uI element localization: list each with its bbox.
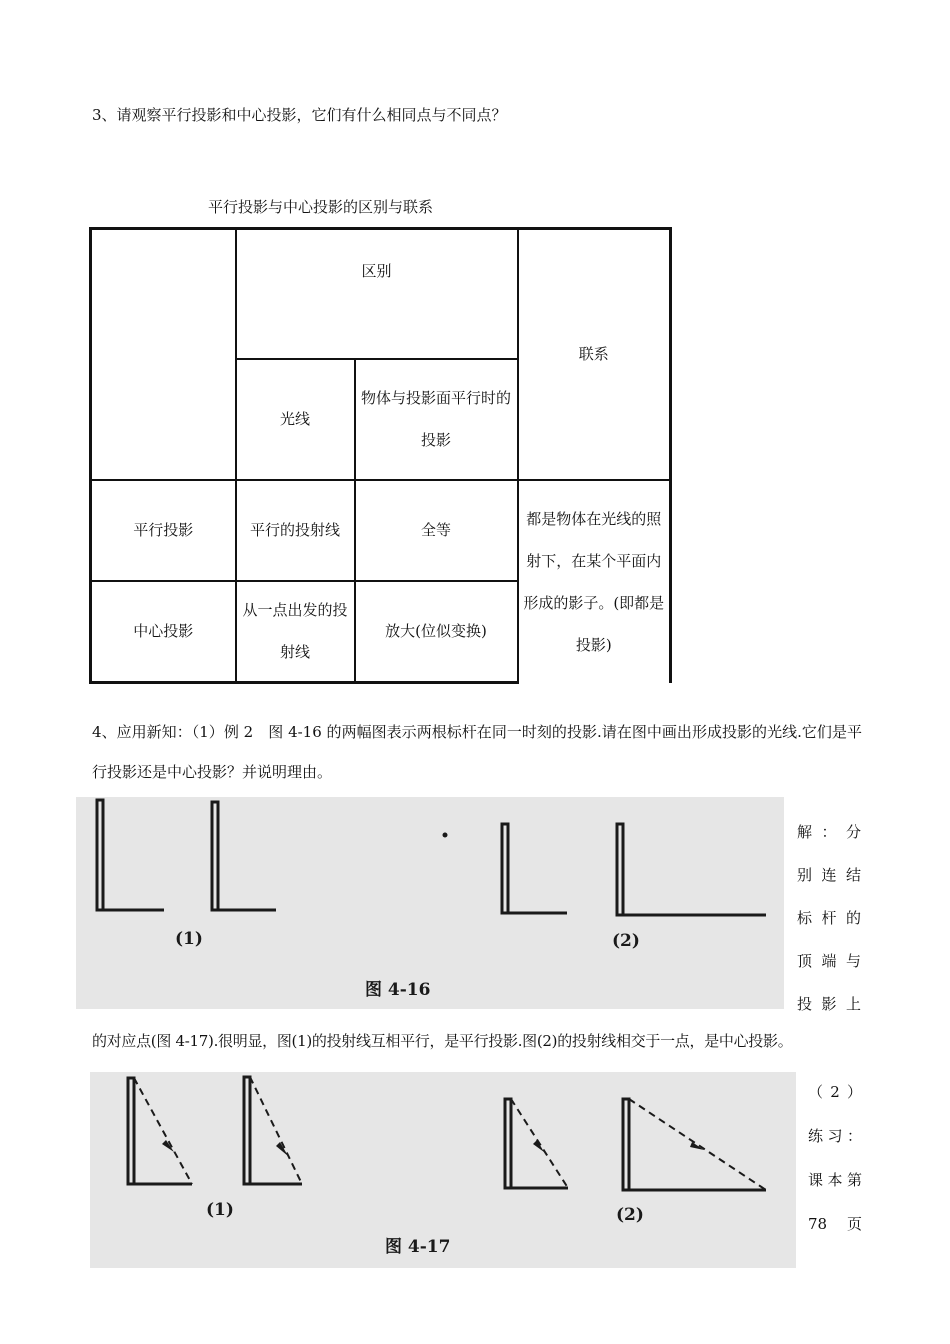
figure-4-17-caption: 图 4-17: [385, 1237, 451, 1257]
figure-4-16-caption: 图 4-16: [365, 980, 431, 1000]
central-light-cell: 从一点出发的投射线: [236, 581, 355, 683]
table-caption: 平行投影与中心投影的区别与联系: [208, 198, 434, 216]
figure-4-16: [76, 797, 784, 1009]
pole-1a: [128, 1078, 134, 1184]
figure-4-16-label-1: (1): [175, 929, 203, 949]
row-label-parallel: 平行投影: [91, 480, 236, 581]
light-source-dot: [443, 833, 448, 838]
figure-4-17-label-1: (1): [206, 1200, 234, 1220]
answer-side-text: 解：分 别连结 标杆的 顶端与 投影上: [797, 823, 861, 1013]
question-4: 4、应用新知：（1）例 2 图 4-16 的两幅图表示两根标杆在同一时刻的投影.请在图中画出形成投影的光线.它们是平行投影还是中心投影？并说明理由。: [92, 723, 862, 781]
exercise-line-3: 78 页: [808, 1215, 862, 1233]
figure-4-16-label-2: (2): [612, 931, 640, 951]
central-projection-cell: 放大(位似变换): [355, 581, 518, 683]
connection-cell: 都是物体在光线的照射下，在某个平面内形成的影子。(即都是投影): [518, 480, 671, 683]
ray-1a: [134, 1078, 192, 1184]
table-corner-cell: [91, 229, 236, 480]
figure-4-17: [90, 1072, 796, 1268]
pole-2b: [617, 824, 623, 915]
comparison-table: [89, 227, 672, 684]
figure-4-17-label-2: (2): [616, 1205, 644, 1225]
exercise-line-2: 课本第: [808, 1171, 862, 1189]
row-label-central: 中心投影: [91, 581, 236, 683]
question-3: 3、请观察平行投影和中心投影，它们有什么相同点与不同点？: [92, 106, 507, 124]
header-difference: 区别: [236, 229, 518, 359]
parallel-projection-cell: 全等: [355, 480, 518, 581]
pole-1a: [97, 800, 103, 910]
answer-continuation: 的对应点(图 4-17).很明显，图(1)的投射线互相平行，是平行投影.图(2)的投射线相交于一点，是中心投影。: [92, 1032, 793, 1050]
pole-2a: [502, 824, 508, 913]
pole-1b: [212, 802, 218, 910]
exercise-line-1: 练习：: [808, 1127, 862, 1145]
arrow-2b: [690, 1142, 704, 1150]
pole-2b: [623, 1099, 629, 1190]
subheader-parallel-face: 物体与投影面平行时的投影: [355, 359, 518, 480]
header-connection: 联系: [518, 229, 671, 480]
ray-1b: [250, 1077, 302, 1184]
ray-2b: [629, 1099, 766, 1190]
ray-2a: [511, 1099, 568, 1188]
parallel-light-cell: 平行的投射线: [236, 480, 355, 581]
pole-2a: [505, 1099, 511, 1188]
exercise-label: （2）: [808, 1083, 862, 1101]
pole-1b: [244, 1077, 250, 1184]
subheader-light: 光线: [236, 359, 355, 480]
exercise-side-text: [808, 1070, 862, 1246]
